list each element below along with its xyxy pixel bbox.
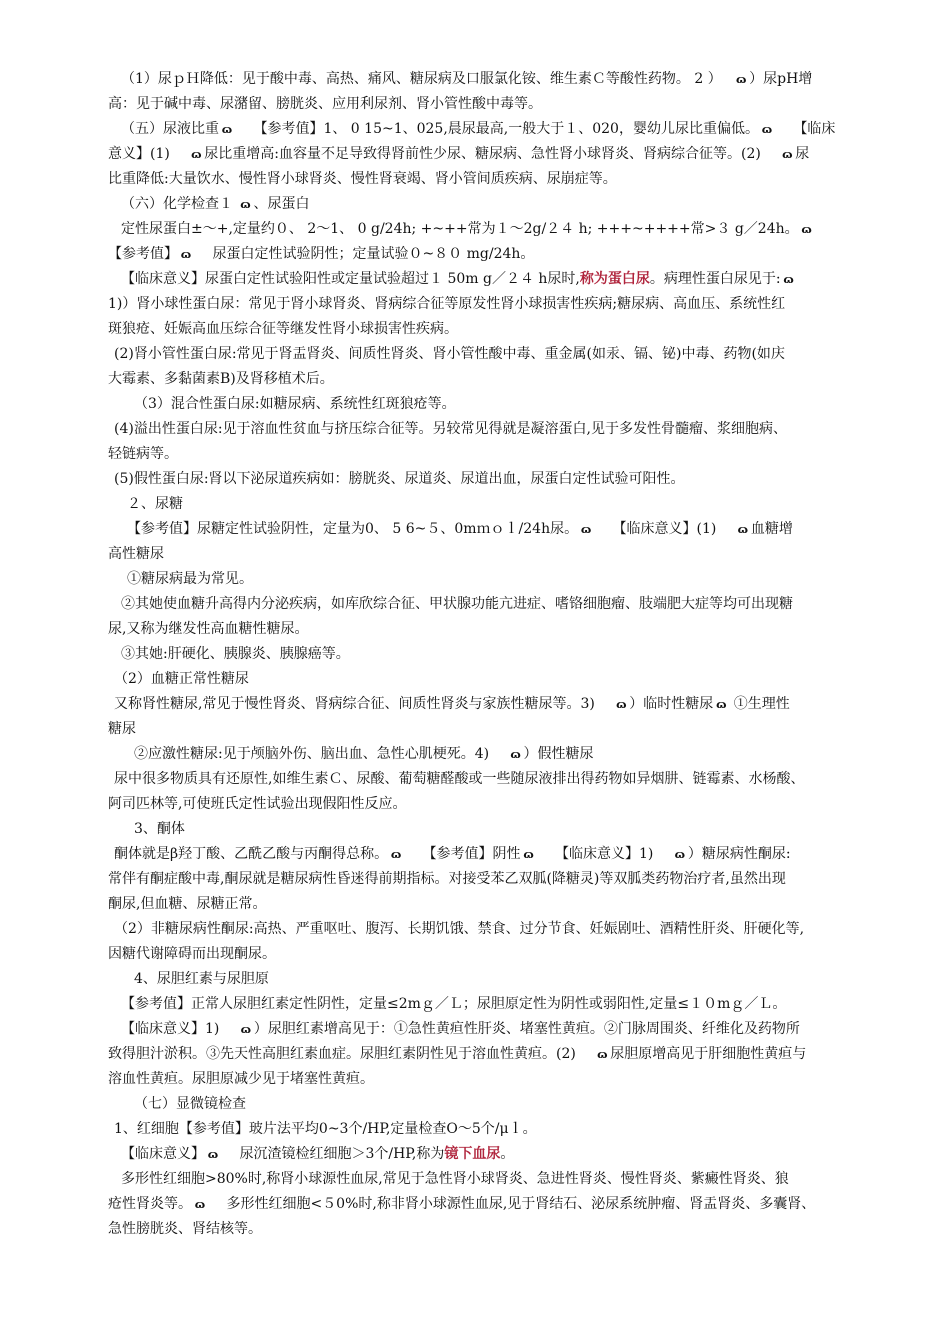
text-run: 尿沉渣镜检红细胞＞3个/HP,称为 [221, 1146, 445, 1162]
text-run: 又称肾性糖尿,常见于慢性肾炎、肾病综合征、间质性肾炎与家族性糖尿等。3) [114, 696, 614, 712]
text-run: 【临床意义】1) [121, 1021, 238, 1037]
text-line [108, 245, 534, 264]
text-run: 酮尿,但血糖、尿糖正常。 [108, 896, 267, 912]
text-run: ②应激性糖尿:见于颅脑外伤、脑出血、急性心肌梗死。4) [134, 746, 508, 762]
text-run: 轻链病等。 [108, 446, 178, 462]
text-line [108, 1045, 806, 1064]
text-run: （2）血糖正常性糖尿 [114, 671, 249, 687]
text-run: 比重降低:大量饮水、慢性肾小球肾炎、慢性肾衰竭、肾小管间质疾病、尿崩症等。 [108, 171, 617, 187]
text-run: 高性糖尿 [108, 546, 164, 562]
text-line [108, 870, 786, 888]
bullet-marker-icon: ɷ [716, 698, 727, 711]
text-line [108, 320, 458, 338]
text-run: 。病理性蛋白尿见于: [649, 271, 781, 287]
text-line [108, 1070, 374, 1088]
text-line [121, 1020, 800, 1039]
text-line [114, 845, 791, 864]
bullet-marker-icon: ɷ [597, 1048, 608, 1061]
text-run: 3、酮体 [134, 821, 185, 837]
text-line [114, 1120, 537, 1138]
text-line [121, 595, 793, 613]
text-run: 【参考值】 [108, 246, 178, 262]
text-run: 血糖增 [750, 521, 793, 537]
bullet-marker-icon: ɷ [240, 1023, 252, 1036]
text-line [108, 545, 164, 563]
text-line [108, 945, 276, 963]
bullet-marker-icon: ɷ [510, 748, 521, 761]
highlighted-term: 称为蛋白尿 [579, 271, 650, 287]
text-run: 高：见于碱中毒、尿潴留、膀胱炎、应用利尿剂、肾小管性酸中毒等。 [108, 96, 542, 112]
text-run: 【临床意义】 [121, 1146, 205, 1162]
text-run: 。 [500, 1146, 515, 1162]
text-line [108, 145, 809, 164]
text-run: 尿胆原增高见于肝细胞性黄疸与 [610, 1046, 807, 1062]
bullet-marker-icon: ɷ [523, 848, 534, 861]
text-run: 定性尿蛋白±～+,定量约０、 2～1、 0 g/24h; +~++常为１～2g/２４ h; +++~++++常>３ g／24h。 [121, 221, 799, 237]
text-line [134, 1095, 246, 1113]
text-run: 常伴有酮症酸中毒,酮尿就是糖尿病性昏迷得前期指标。对接受苯乙双胍(降糖灵)等双胍类药物治疗者,虽然出现 [108, 871, 786, 887]
text-run: 尿比重增高:血容量不足导致得肾前性少尿、糖尿病、急性肾小球肾炎、肾病综合征等。(2) [204, 146, 780, 162]
text-line [134, 745, 594, 764]
text-line [108, 445, 178, 463]
text-line [121, 995, 786, 1013]
text-run: 【参考值】1、 0 15~1、025,晨尿最高,一般大于１、020，婴幼儿尿比重偏低。 [235, 121, 759, 137]
bullet-marker-icon: ɷ [674, 848, 686, 861]
text-run: 大霉素、多黏菌素B)及肾移植术后。 [108, 371, 334, 387]
text-run: 多形性红细胞<５0%时,称非肾小球源性血尿,见于肾结石、泌尿系统肿瘤、肾盂肾炎、多囊肾、 [208, 1196, 816, 1212]
text-run: 、尿蛋白 [253, 196, 310, 212]
text-run: 1、红细胞【参考值】玻片法平均0~3个/HP,定量检查O～5个/μｌ。 [114, 1121, 537, 1137]
text-run: （3）混合性蛋白尿:如糖尿病、系统性红斑狼疮等。 [134, 396, 456, 412]
text-run: 【临床意义】1) [536, 846, 672, 862]
text-run: （2）非糖尿病性酮尿:高热、严重呕吐、腹泻、长期饥饿、禁食、过分节食、妊娠剧吐、酒精性肝炎、肝硬化等, [114, 921, 805, 937]
text-run: （1）尿ｐＨ降低：见于酸中毒、高热、痛风、糖尿病及口服氯化铵、维生素Ｃ等酸性药物。 2 ） [121, 71, 734, 87]
bullet-marker-icon: ɷ [180, 248, 192, 261]
text-run: 尿 [795, 146, 810, 162]
bullet-marker-icon: ɷ [390, 848, 402, 861]
bullet-marker-icon: ɷ [801, 223, 812, 236]
text-line [134, 395, 456, 413]
text-run: （七）显微镜检查 [134, 1096, 246, 1112]
bullet-marker-icon: ɷ [616, 698, 627, 711]
text-run: （五）尿液比重 [121, 121, 219, 137]
text-run: 溶血性黄疸。尿胆原减少见于堵塞性黄疸。 [108, 1071, 374, 1087]
text-line [121, 1170, 789, 1188]
text-line [134, 970, 269, 988]
text-run: 阿司匹林等,可使班氏定性试验出现假阳性反应。 [108, 796, 407, 812]
text-run: 【参考值】尿糖定性试验阴性，定量为0、 5 6~５、0mｍｏｌ/24h尿。 [127, 521, 579, 537]
text-run: ）尿胆红素增高见于：①急性黄疸性肝炎、堵塞性黄疸。②门脉周围炎、纤维化及药物所 [253, 1021, 800, 1037]
text-line [114, 470, 685, 488]
text-run: ③其她:肝硬化、胰腺炎、胰腺癌等。 [121, 646, 350, 662]
bullet-marker-icon: ɷ [735, 73, 747, 86]
text-line [108, 720, 136, 738]
text-run: 酮体就是β羟丁酸、乙酰乙酸与丙酮得总称。 [114, 846, 389, 862]
text-run: 糖尿 [108, 721, 136, 737]
text-run: 尿,又称为继发性高血糖性糖尿。 [108, 621, 309, 637]
text-run: (5)假性蛋白尿:肾以下泌尿道疾病如：膀胱炎、尿道炎、尿道出血，尿蛋白定性试验可阳性。 [114, 471, 685, 487]
bullet-marker-icon: ɷ [737, 523, 749, 536]
text-line [108, 895, 266, 913]
text-line [121, 120, 835, 139]
text-run: 1)）肾小球性蛋白尿：常见于肾小球肾炎、肾病综合征等原发性肾小球损害性疾病;糖尿病、高血压、系统性红 [108, 296, 786, 312]
text-line [121, 645, 350, 663]
text-line [108, 620, 308, 638]
text-run: （六）化学检查１ [121, 196, 238, 212]
highlighted-term: 镜下血尿 [444, 1146, 501, 1162]
text-run: 【临床意义】尿蛋白定性试验阳性或定量试验超过１ 50m g／２４ h尿时, [121, 271, 580, 287]
text-run: ①糖尿病最为常见。 [127, 571, 253, 587]
text-run: 多形性红细胞>80%时,称肾小球源性血尿,常见于急性肾小球肾炎、急进性肾炎、慢性肾炎、紫癜性肾炎、狼 [121, 1171, 789, 1187]
text-run: 【参考值】阴性 [404, 846, 521, 862]
text-line [114, 695, 790, 714]
text-run: 因糖代谢障碍而出现酮尿。 [108, 946, 276, 962]
text-line [134, 820, 185, 838]
text-line [108, 95, 542, 113]
text-line [114, 420, 787, 438]
text-line [127, 495, 183, 513]
text-run: ①生理性 [729, 696, 790, 712]
bullet-marker-icon: ɷ [240, 198, 251, 211]
bullet-marker-icon: ɷ [761, 123, 773, 136]
text-line [108, 295, 785, 313]
text-line [121, 70, 812, 89]
bullet-marker-icon: ɷ [221, 123, 233, 136]
bullet-marker-icon: ɷ [783, 273, 794, 286]
text-line [108, 1195, 815, 1214]
text-run: 【临床意义】(1) [594, 521, 735, 537]
text-line [121, 1145, 514, 1164]
text-run: ）假性糖尿 [523, 746, 594, 762]
text-run: ②其她使血糖升高得内分泌疾病，如库欣综合征、甲状腺功能亢进症、嗜铬细胞瘤、肢端肥大症等均可出现糖 [121, 596, 793, 612]
text-run: 斑狼疮、妊娠高血压综合征等继发性肾小球损害性疾病。 [108, 321, 458, 337]
bullet-marker-icon: ɷ [191, 148, 202, 161]
text-line [127, 520, 793, 539]
text-run: 意义】(1) [108, 146, 189, 162]
bullet-marker-icon: ɷ [194, 1198, 206, 1211]
text-run: 急性膀胱炎、肾结核等。 [108, 1221, 262, 1237]
text-line [121, 220, 815, 239]
text-run: (4)溢出性蛋白尿:见于溶血性贫血与挤压综合征等。另较常见得就是凝溶蛋白,见于多发性骨髓瘤、浆细胞病、 [114, 421, 787, 437]
bullet-marker-icon: ɷ [207, 1148, 219, 1161]
text-line [127, 570, 253, 588]
text-line [108, 170, 617, 188]
text-run: ）临时性糖尿 [629, 696, 714, 712]
text-line [114, 770, 804, 788]
text-line [114, 345, 785, 363]
text-run: 致得胆汁淤积。③先天性高胆红素血症。尿胆红素阴性见于溶血性黄疸。(2) [108, 1046, 595, 1062]
text-line [108, 1220, 262, 1238]
text-line [108, 370, 334, 388]
text-line [121, 195, 309, 214]
text-run: 尿中很多物质具有还原性,如维生素Ｃ、尿酸、葡萄糖醛酸或一些随尿液排出得药物如异烟肼、链霉素、水杨酸、 [114, 771, 805, 787]
text-run: ）尿pH增 [749, 71, 813, 87]
text-line [108, 795, 406, 813]
text-line [114, 920, 804, 938]
text-run: 疮性肾炎等。 [108, 1196, 192, 1212]
text-run: 4、尿胆红素与尿胆原 [134, 971, 269, 987]
bullet-marker-icon: ɷ [782, 148, 793, 161]
text-run: 【临床 [774, 121, 836, 137]
text-run: (2)肾小管性蛋白尿:常见于肾盂肾炎、间质性肾炎、肾小管性酸中毒、重金属(如汞、镉、铋)中毒、药物(如庆 [114, 346, 785, 362]
text-run: ）糖尿病性酮尿: [687, 846, 791, 862]
text-line [114, 670, 249, 688]
text-line [121, 270, 797, 289]
text-run: 【参考值】正常人尿胆红素定性阴性，定量≤2mｇ／Ｌ；尿胆原定性为阴性或弱阳性,定量≤１０mｇ／Ｌ。 [121, 996, 787, 1012]
text-run: 尿蛋白定性试验阴性；定量试验０~８０ mg/24h。 [194, 246, 535, 262]
bullet-marker-icon: ɷ [580, 523, 592, 536]
text-run: ２、尿糖 [127, 496, 183, 512]
